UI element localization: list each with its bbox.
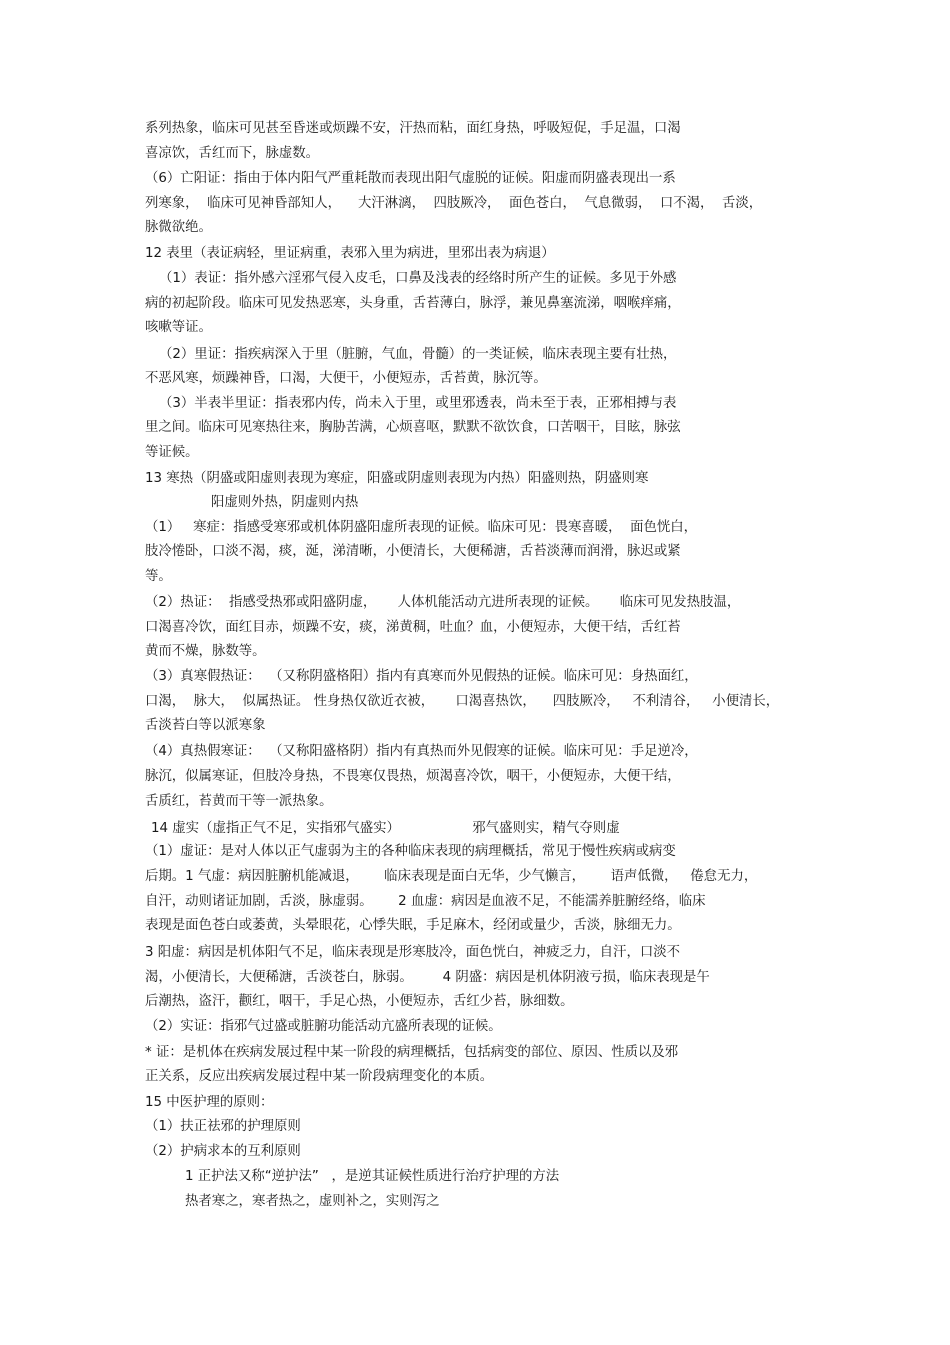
text-line: 等证候。 xyxy=(145,445,199,460)
section-heading: 12 表里（表证病轻，里证病重，表邪入里为病进，里邪出表为病退） xyxy=(145,246,555,261)
text-line: （6）亡阳证：指由于体内阳气严重耗散而表现出阳气虚脱的证候。阳虚而阴盛表现出一系 xyxy=(145,171,676,186)
text-line: （2）热证： 指感受热邪或阳盛阴虚， 人体机能活动亢进所表现的证候。 临床可见发热肢温， xyxy=(145,595,741,610)
text-line: 肢冷惓卧，口淡不渴，痰，涎，涕清晰，小便清长，大便稀溏，舌苔淡薄而润滑，脉迟或紧 xyxy=(145,544,681,559)
text-line: 渴，小便清长，大便稀溏，舌淡苍白，脉弱。 4 阴盛：病因是机体阴液亏损，临床表现是午 xyxy=(145,970,710,985)
text-line: 喜凉饮，舌红而下，脉虚数。 xyxy=(145,146,320,161)
text-line: 口渴喜冷饮，面红目赤，烦躁不安，痰，涕黄稠，吐血？血，小便短赤，大便干结，舌红苔 xyxy=(145,620,681,635)
text-line: （1）表证：指外感六淫邪气侵入皮毛，口鼻及浅表的经络时所产生的证候。多见于外感 xyxy=(159,271,677,286)
text-line: * 证：是机体在疾病发展过程中某一阶段的病理概括，包括病变的部位、原因、性质以及邪 xyxy=(145,1045,679,1060)
text-line: 系列热象，临床可见甚至昏迷或烦躁不安，汗热而粘，面红身热，呼吸短促，手足温，口渴 xyxy=(145,121,681,136)
text-line: 列寒象， 临床可见神昏部知人， 大汗淋漓， 四肢厥冷， 面色苍白， 气息微弱， 口不渴， 舌淡， xyxy=(145,196,763,211)
text-line: （2）护病求本的互利原则 xyxy=(145,1144,301,1159)
text-line: 脉微欲绝。 xyxy=(145,220,212,235)
text-line: （4）真热假寒证： （又称阳盛格阴）指内有真热而外见假寒的证候。临床可见：手足逆冷， xyxy=(145,744,698,759)
section-heading: 13 寒热（阴盛或阳虚则表现为寒症，阳盛或阴虚则表现为内热）阳盛则热，阴盛则寒 xyxy=(145,471,649,486)
section-heading: 14 虚实（虚指正气不足，实指邪气盛实） 邪气盛则实，精气夺则虚 xyxy=(151,821,620,836)
text-line: 脉沉，似属寒证，但肢冷身热，不畏寒仅畏热，烦渴喜冷饮，咽干，小便短赤，大便干结， xyxy=(145,769,681,784)
text-line: 口渴， 脉大， 似属热证。 性身热仅欲近衣被， 口渴喜热饮， 四肢厥冷， 不利清谷， 小便清长， xyxy=(145,694,780,709)
text-line: 舌淡苔白等以派寒象 xyxy=(145,718,266,733)
text-line: 后潮热，盗汗，颧红，咽干，手足心热，小便短赤，舌红少苔，脉细数。 xyxy=(145,994,574,1009)
text-line: 黄而不燥，脉数等。 xyxy=(145,644,266,659)
text-line: 自汗，动则诸证加剧，舌淡，脉虚弱。 2 血虚：病因是血液不足，不能濡养脏腑经络，临床 xyxy=(145,894,706,909)
text-line: 1 正护法又称“逆护法” ，是逆其证候性质进行治疗护理的方法 xyxy=(185,1169,560,1184)
text-line: 热者寒之，寒者热之，虚则补之，实则泻之 xyxy=(185,1194,440,1209)
text-line: 阳虚则外热，阴虚则内热 xyxy=(211,495,359,510)
text-line: （1） 寒症：指感受寒邪或机体阴盛阳虚所表现的证候。临床可见：畏寒喜暖， 面色恍白， xyxy=(145,520,698,535)
text-line: （2）里证：指疾病深入于里（脏腑，气血，骨髓）的一类证候，临床表现主要有壮热， xyxy=(159,347,677,362)
text-line: 后期。1 气虚：病因脏腑机能减退， 临床表现是面白无华，少气懒言， 语声低微， 倦怠无力， xyxy=(145,869,758,884)
text-line: 里之间。临床可见寒热往来，胸胁苦满，心烦喜呕，默默不欲饮食，口苦咽干，目眩，脉弦 xyxy=(145,420,681,435)
text-line: 病的初起阶段。临床可见发热恶寒，头身重，舌苔薄白，脉浮，兼见鼻塞流涕，咽喉痒痛， xyxy=(145,296,681,311)
text-line: （3）真寒假热证： （又称阴盛格阳）指内有真寒而外见假热的证候。临床可见：身热面红， xyxy=(145,669,698,684)
text-line: 正关系，反应出疾病发展过程中某一阶段病理变化的本质。 xyxy=(145,1069,494,1084)
text-line: 舌质红，苔黄而干等一派热象。 xyxy=(145,794,333,809)
text-line: 3 阳虚：病因是机体阳气不足，临床表现是形寒肢冷，面色恍白，神疲乏力，自汗，口淡不 xyxy=(145,945,681,960)
text-line: 不恶风寒，烦躁神昏，口渴，大便干，小便短赤，舌苔黄，脉沉等。 xyxy=(145,371,547,386)
text-line: 表现是面色苍白或萎黄，头晕眼花，心悸失眠，手足麻木，经闭或量少，舌淡，脉细无力。 xyxy=(145,918,681,933)
text-line: （1）扶正祛邪的护理原则 xyxy=(145,1119,301,1134)
text-line: 咳嗽等证。 xyxy=(145,320,212,335)
section-heading: 15 中医护理的原则： xyxy=(145,1095,274,1110)
text-line: （3）半表半里证：指表邪内传，尚未入于里，或里邪透表，尚未至于表，正邪相搏与表 xyxy=(159,396,677,411)
text-line: （1）虚证：是对人体以正气虚弱为主的各种临床表现的病理概括，常见于慢性疾病或病变 xyxy=(145,844,676,859)
text-line: 等。 xyxy=(145,569,172,584)
text-line: （2）实证：指邪气过盛或脏腑功能活动亢盛所表现的证候。 xyxy=(145,1019,502,1034)
